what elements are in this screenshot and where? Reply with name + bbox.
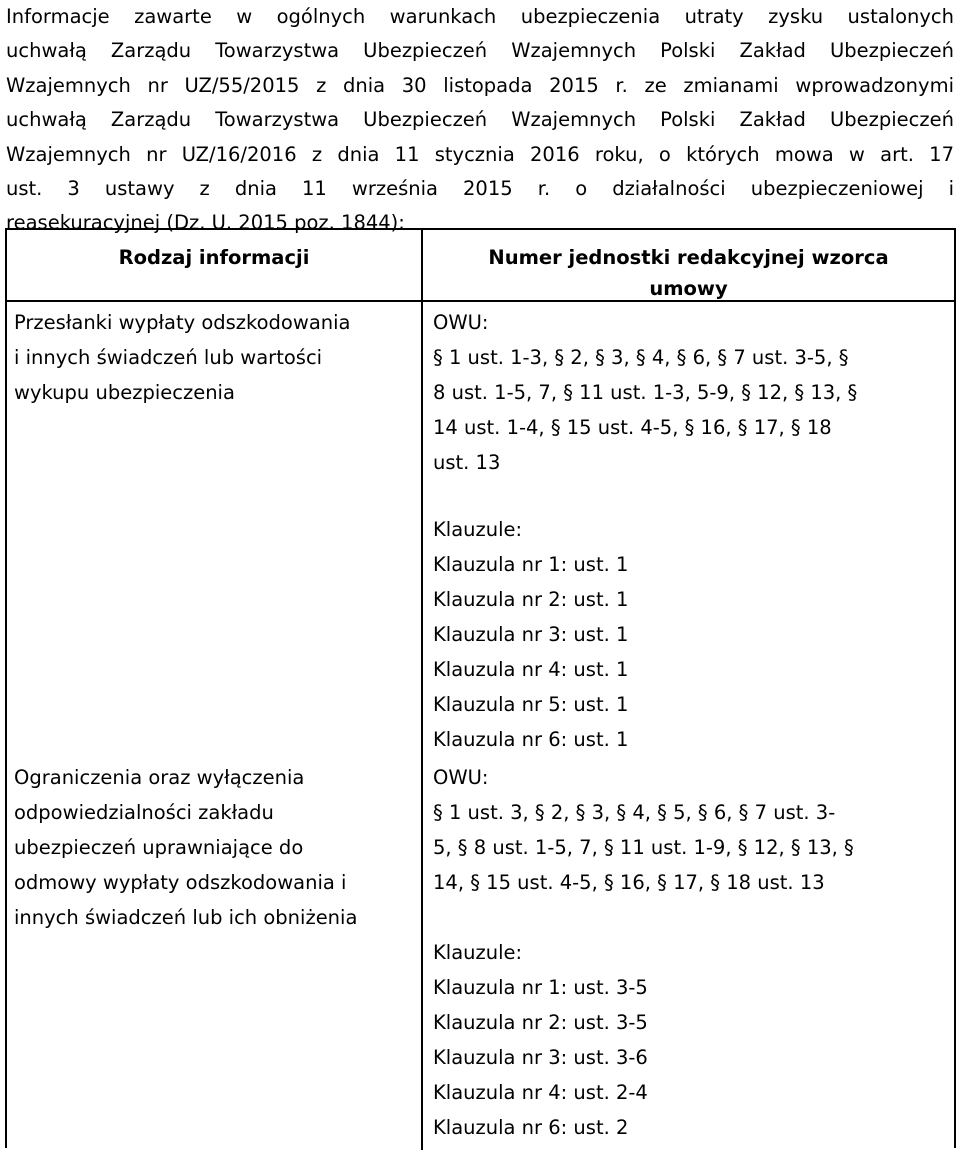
row-przeslanki-label: Przesłanki wypłaty odszkodowania i innych świadczeń lub wartości wykupu ubezpieczenia [14,311,351,404]
header-numer-jednostki: Numer jednostki redakcyjnej wzorca umowy [488,246,889,300]
intro-line: Wzajemnych nr UZ/16/2016 z dnia 11 stycznia 2016 roku, o których mowa w art. 17 [6,142,954,166]
info-table [5,228,956,1148]
owu-paragraphs-list: § 1 ust. 3, § 2, § 3, § 4, § 5, § 6, § 7 ust. 3- 5, § 8 ust. 1-5, 7, § 11 ust. 1-9, § 12, § 13, § 14, § 15 ust. 4-5, § 16, § 17, § 18 ust. 13 [433,801,854,894]
intro-line: uchwałą Zarządu Towarzystwa Ubezpieczeń Wzajemnych Polski Zakład Ubezpieczeń [6,108,954,132]
intro-line: reasekuracyjnej (Dz. U. 2015 poz. 1844): [6,211,405,235]
row-ograniczenia-label: Ograniczenia oraz wyłączenia odpowiedzialności zakładu ubezpieczeń uprawniające do odmowy wypłaty odszkodowania i innych świadczeń lub ich obniżenia [14,766,358,929]
owu-paragraphs-list: § 1 ust. 1-3, § 2, § 3, § 4, § 6, § 7 ust. 3-5, § 8 ust. 1-5, 7, § 11 ust. 1-3, 5-9, § 12, § 13, § 14 ust. 1-4, § 15 ust. 4-5, § 16, § 17, § 18 ust. 13 [433,346,858,474]
column-divider [421,230,423,1150]
intro-line: uchwałą Zarządu Towarzystwa Ubezpieczeń Wzajemnych Polski Zakład Ubezpieczeń [6,39,954,63]
intro-line: ust. 3 ustawy z dnia 11 września 2015 r. o działalności ubezpieczeniowej i [6,177,954,201]
intro-line: Wzajemnych nr UZ/55/2015 z dnia 30 listopada 2015 r. ze zmianami wprowadzonymi [6,73,954,97]
klauzule-list: Klauzule: Klauzula nr 1: ust. 1 Klauzula nr 2: ust. 1 Klauzula nr 3: ust. 1 Klauzula nr 4: ust. 1 Klauzula nr 5: ust. 1 Klauzula nr 6: ust. 1 [433,518,629,751]
intro-paragraph [6,0,954,241]
owu-label: OWU: [433,766,489,789]
owu-label: OWU: [433,311,489,334]
klauzule-list: Klauzule: Klauzula nr 1: ust. 3-5 Klauzula nr 2: ust. 3-5 Klauzula nr 3: ust. 3-6 Klauzula nr 4: ust. 2-4 Klauzula nr 6: ust. 2 [433,941,648,1139]
intro-line: Informacje zawarte w ogólnych warunkach ubezpieczenia utraty zysku ustalonych [6,5,954,28]
header-rodzaj-informacji: Rodzaj informacji [118,246,310,269]
